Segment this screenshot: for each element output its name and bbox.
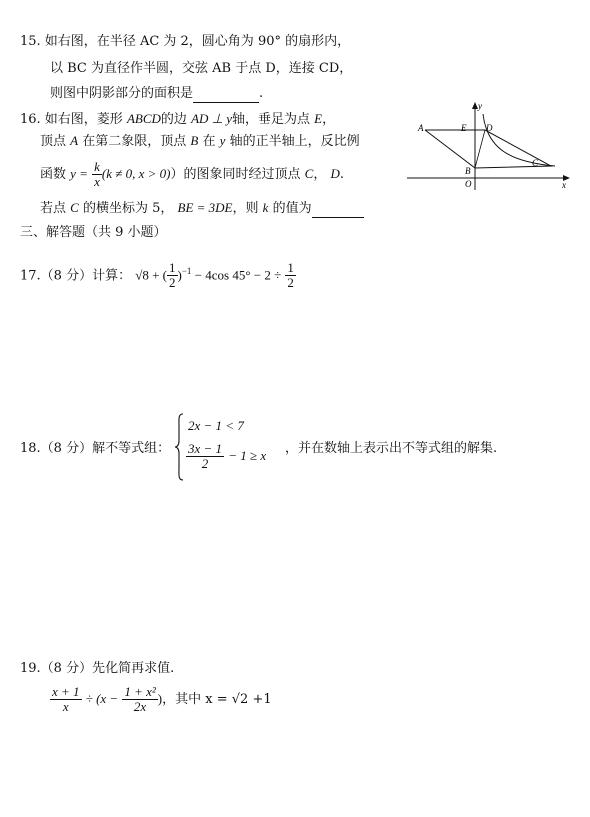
q17-exponent: −1	[181, 266, 192, 276]
label-a: A	[418, 123, 424, 133]
fraction-denominator: x	[94, 174, 100, 189]
q17-fraction-2	[285, 261, 296, 290]
q16-math: y	[219, 133, 226, 148]
q16-text: 函数	[40, 167, 67, 182]
fraction-numerator: 1	[169, 260, 176, 276]
hyperbola-curve	[483, 114, 555, 166]
fraction-numerator: k	[94, 159, 100, 174]
q16-text: ，	[322, 112, 336, 127]
q15-line2: 以 BC 为直径作半圆，交弦 AB 于点 D，连接 CD，	[50, 61, 353, 76]
q17-prefix: 17.（8 分）计算：	[20, 268, 132, 284]
q16-text: 在第二象限，顶点	[82, 134, 187, 149]
label-d: D	[486, 123, 493, 133]
q16-text: 轴的正半轴上，反比例	[229, 134, 360, 149]
fraction-numerator: 1	[287, 260, 294, 276]
q16-figure	[405, 100, 575, 192]
fraction-denominator: 2	[201, 456, 209, 471]
q16-text: 的边	[160, 112, 187, 127]
q17-fraction-1	[167, 261, 178, 290]
label-b: B	[465, 166, 471, 176]
q19-math: )	[157, 691, 163, 706]
q16-math: A	[70, 133, 79, 148]
section-heading: 三、解答题（共 9 小题）	[20, 225, 167, 240]
q18-inequality-1: 2x − 1 < 7	[188, 418, 244, 433]
q16-math: y =	[70, 166, 88, 181]
q16-math: D	[330, 166, 340, 181]
q16-text: 的值为	[272, 201, 312, 216]
q16-math: ABCD	[126, 111, 161, 126]
q15-answer-blank[interactable]	[193, 86, 259, 103]
q15-line3-text: 则图中阴影部分的面积是	[50, 86, 194, 101]
q16-line4	[40, 200, 364, 218]
q19-math: ÷ (x −	[85, 691, 119, 706]
q19-condition: ，其中 x = √2 +1	[162, 692, 272, 707]
q19-expression	[50, 682, 272, 717]
q16-line2	[40, 133, 360, 150]
fraction-numerator: 3x − 1	[188, 441, 223, 456]
fraction-numerator: 1 + x²	[124, 684, 156, 699]
q18-fraction	[186, 442, 224, 471]
q16-text: 在	[202, 134, 216, 149]
q15-line1: 15. 如右图，在半径 AC 为 2，圆心角为 90° 的扇形内，	[20, 34, 351, 49]
label-e: E	[461, 123, 467, 133]
fraction-denominator: 2x	[133, 699, 147, 714]
q17-math: )	[177, 267, 182, 283]
q17-line	[20, 256, 296, 291]
q16-line1	[20, 111, 335, 128]
q16-text: 的横坐标为 5，	[82, 201, 174, 216]
fraction-denominator: 2	[169, 275, 176, 291]
q16-text: 顶点	[40, 134, 67, 149]
q16-text: ，	[313, 167, 327, 182]
q16-math: C	[304, 166, 314, 181]
label-y: y	[478, 101, 482, 111]
q16-text: 若点	[40, 201, 67, 216]
fraction-denominator: 2	[287, 275, 294, 291]
fraction-numerator: x + 1	[52, 684, 80, 699]
q18-prefix: 18.（8 分）解不等式组：	[20, 441, 171, 456]
label-o: O	[465, 179, 472, 189]
q15-line3-end: .	[259, 86, 264, 101]
left-brace-icon	[174, 413, 184, 481]
label-x: x	[562, 180, 566, 190]
q19-fraction-2	[122, 685, 157, 714]
q16-math: B	[190, 133, 199, 148]
q17-math: √8 + (	[135, 267, 168, 283]
q17-math: − 4cos 45° − 2 ÷	[191, 267, 282, 283]
q16-math: BE = 3DE	[177, 200, 233, 215]
fraction-denominator: x	[62, 699, 69, 714]
q19-fraction-1	[50, 685, 82, 714]
q16-text: 16. 如右图，菱形	[20, 112, 123, 127]
q16-math: C	[70, 200, 79, 215]
q16-math: k	[262, 200, 269, 215]
q19-prefix: 19.（8 分）先化简再求值.	[20, 661, 175, 676]
q16-text: ，则	[232, 201, 259, 216]
q18-math: − 1 ≥ x	[228, 448, 267, 463]
q16-math: (k ≠ 0, x > 0)	[101, 166, 171, 181]
q16-answer-blank[interactable]	[312, 201, 364, 218]
q18-inequality-2	[186, 442, 266, 471]
q16-line3	[40, 160, 344, 189]
q16-math: E	[314, 111, 323, 126]
q18-suffix: ，并在数轴上表示出不等式组的解集.	[285, 441, 498, 456]
label-c: C	[532, 158, 539, 168]
q15-line3	[50, 86, 263, 103]
q16-text: .	[339, 167, 344, 182]
q16-fraction	[92, 160, 102, 189]
q16-math: AD ⊥ y	[191, 111, 232, 126]
q16-text: ）的图象同时经过顶点	[170, 167, 301, 182]
q16-text: 轴，垂足为点	[232, 112, 311, 127]
segment-bd	[475, 130, 485, 168]
